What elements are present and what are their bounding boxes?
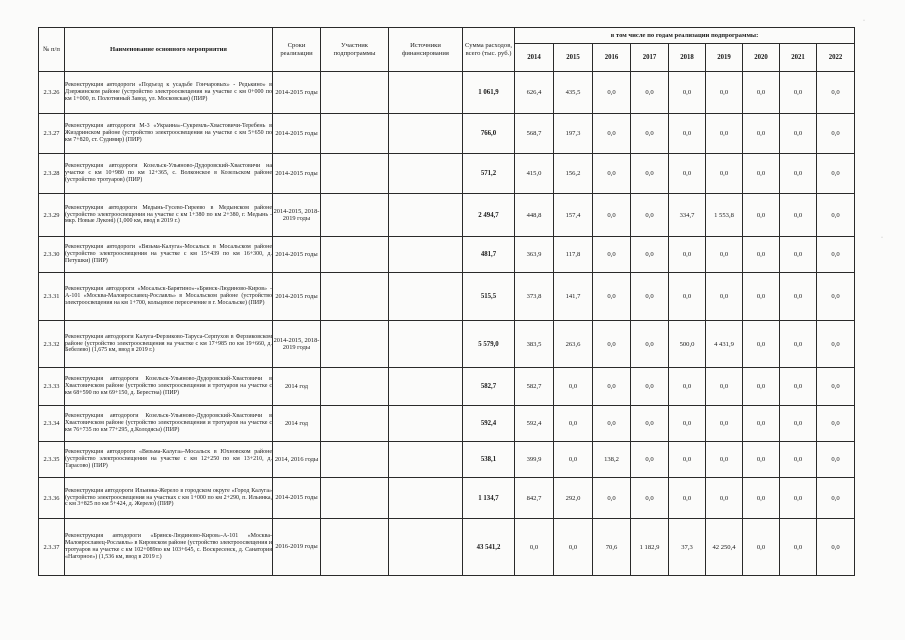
row-participant (321, 114, 389, 154)
header-year-2020: 2020 (743, 44, 780, 72)
row-number: 2.3.32 (39, 321, 65, 368)
row-value-2022: 0,0 (817, 72, 855, 114)
scan-mark: · (881, 235, 883, 241)
row-number: 2.3.30 (39, 237, 65, 273)
row-value-2021: 0,0 (780, 406, 817, 442)
row-period: 2014-2015 годы (273, 273, 321, 321)
row-value-2014: 0,0 (515, 519, 554, 576)
row-value-2020: 0,0 (743, 368, 780, 406)
row-value-2019: 0,0 (706, 368, 743, 406)
row-value-2016: 0,0 (593, 273, 631, 321)
row-participant (321, 406, 389, 442)
row-total: 2 494,7 (463, 194, 515, 237)
row-participant (321, 321, 389, 368)
row-value-2014: 592,4 (515, 406, 554, 442)
row-value-2018: 500,0 (669, 321, 706, 368)
row-total: 481,7 (463, 237, 515, 273)
row-value-2020: 0,0 (743, 237, 780, 273)
row-value-2018: 0,0 (669, 237, 706, 273)
header-total: Сумма расходов, всего (тыс. руб.) (463, 28, 515, 72)
row-value-2016: 0,0 (593, 114, 631, 154)
row-description: Реконструкция автодороги «Вязьма-Калуга»-Мосальск в Юхновском районе (устройство электроосвещения на участке с км 12+250 по км 13+210, д. Тарасово) (ПИР) (65, 442, 273, 478)
row-value-2020: 0,0 (743, 321, 780, 368)
row-total: 43 541,2 (463, 519, 515, 576)
row-total: 5 579,0 (463, 321, 515, 368)
table-row (39, 442, 855, 478)
row-value-2021: 0,0 (780, 368, 817, 406)
row-description: Реконструкция автодороги Козельск-Ульяново-Дудоровский-Хвастовичи на участке с км 10+980 по км 12+365, с. Волконское в Козельском районе (устройство тротуаров) (ПИР) (65, 154, 273, 194)
row-value-2016: 0,0 (593, 406, 631, 442)
row-value-2014: 842,7 (515, 478, 554, 519)
table-row (39, 114, 855, 154)
row-value-2018: 0,0 (669, 406, 706, 442)
row-value-2015: 0,0 (554, 368, 593, 406)
row-value-2015: 263,6 (554, 321, 593, 368)
table-row (39, 72, 855, 114)
row-participant (321, 154, 389, 194)
row-value-2022: 0,0 (817, 194, 855, 237)
row-participant (321, 194, 389, 237)
row-value-2014: 568,7 (515, 114, 554, 154)
row-value-2018: 0,0 (669, 114, 706, 154)
row-value-2019: 0,0 (706, 406, 743, 442)
row-period: 2014-2015, 2018-2019 годы (273, 321, 321, 368)
row-value-2018: 0,0 (669, 72, 706, 114)
row-value-2018: 0,0 (669, 154, 706, 194)
row-number: 2.3.31 (39, 273, 65, 321)
header-period: Сроки реализации (273, 28, 321, 72)
row-value-2017: 0,0 (631, 368, 669, 406)
row-period: 2016-2019 годы (273, 519, 321, 576)
row-value-2020: 0,0 (743, 154, 780, 194)
table-row (39, 154, 855, 194)
row-value-2019: 0,0 (706, 442, 743, 478)
row-value-2020: 0,0 (743, 442, 780, 478)
row-sources (389, 519, 463, 576)
row-description: Реконструкция автодороги М-3 «Украина»-Сукремль-Хвастовичи-Теребень в Жиздринском районе (устройство электроосвещения на участке с км 5+650 по км 7+820, ст. Судимир) (ПИР) (65, 114, 273, 154)
scan-mark: · (863, 18, 865, 24)
table-row (39, 406, 855, 442)
row-period: 2014-2015 годы (273, 154, 321, 194)
row-value-2017: 0,0 (631, 406, 669, 442)
row-description: Реконструкция автодороги Козельск-Ульяново-Дудоровский-Хвастовичи в Хвастовичском районе (устройство электроосвещения и тротуаров на участке с км 76+735 по км 77+295, д.Колодясы) (ПИР) (65, 406, 273, 442)
row-description: Реконструкция автодороги Козельск-Ульяново-Дудоровский-Хвастовичи в Хвастовичском районе (устройство электроосвещения и тротуаров на участке с км 68+590 по км 69+150, д. Берестна) (ПИР) (65, 368, 273, 406)
row-sources (389, 368, 463, 406)
header-year-2017: 2017 (631, 44, 669, 72)
row-value-2022: 0,0 (817, 154, 855, 194)
header-name: Наименование основного мероприятия (65, 28, 273, 72)
table-row (39, 321, 855, 368)
row-value-2022: 0,0 (817, 237, 855, 273)
row-value-2015: 0,0 (554, 406, 593, 442)
row-number: 2.3.29 (39, 194, 65, 237)
row-value-2021: 0,0 (780, 114, 817, 154)
row-value-2015: 0,0 (554, 519, 593, 576)
row-value-2015: 435,5 (554, 72, 593, 114)
header-num: № п/п (39, 28, 65, 72)
row-sources (389, 194, 463, 237)
row-value-2016: 0,0 (593, 154, 631, 194)
row-description: Реконструкция автодороги Медынь-Гусево-Гиреево в Медынском районе (устройство электроосвещения на участке с км 1+380 по км 2+380, г. Медынь - мкр. Новые Луконі) (1,000 км, ввод в 2019 г.) (65, 194, 273, 237)
table-row (39, 273, 855, 321)
row-value-2022: 0,0 (817, 442, 855, 478)
header-year-2021: 2021 (780, 44, 817, 72)
row-value-2021: 0,0 (780, 442, 817, 478)
row-total: 515,5 (463, 273, 515, 321)
row-value-2021: 0,0 (780, 321, 817, 368)
row-number: 2.3.37 (39, 519, 65, 576)
row-value-2016: 138,2 (593, 442, 631, 478)
row-value-2014: 399,9 (515, 442, 554, 478)
row-period: 2014 год (273, 406, 321, 442)
row-value-2017: 0,0 (631, 321, 669, 368)
row-value-2019: 42 250,4 (706, 519, 743, 576)
row-value-2017: 0,0 (631, 273, 669, 321)
row-sources (389, 321, 463, 368)
row-value-2018: 334,7 (669, 194, 706, 237)
row-sources (389, 478, 463, 519)
row-description: Реконструкция автодороги Ильинка-Жерело в городском округе «Город Калуга» (устройство электроосвещения на участках с км 1+000 по км 2+290, п. Ильинка, с км 3+825 по км 5+424, д. Жерело) (ПИР) (65, 478, 273, 519)
table-row (39, 194, 855, 237)
row-participant (321, 519, 389, 576)
row-period: 2014-2015 годы (273, 114, 321, 154)
row-value-2014: 582,7 (515, 368, 554, 406)
row-number: 2.3.27 (39, 114, 65, 154)
row-description: Реконструкция автодороги «Брянск-Людиново-Киров»-А-101 «Москва-Малоярославец-Рославль» в Кировском районе (устройство электроосвещения и тротуаров на участке с км 102+089по км 103+645, с. Воскресенск, д. Санатория «Нагорное») (1,536 км, ввод в 2019 г.) (65, 519, 273, 576)
row-period: 2014-2015 годы (273, 237, 321, 273)
row-value-2017: 0,0 (631, 72, 669, 114)
row-sources (389, 72, 463, 114)
row-period: 2014-2015, 2018-2019 годы (273, 194, 321, 237)
header-year-2016: 2016 (593, 44, 631, 72)
row-number: 2.3.26 (39, 72, 65, 114)
row-value-2020: 0,0 (743, 114, 780, 154)
header-year-2019: 2019 (706, 44, 743, 72)
row-period: 2014-2015 годы (273, 72, 321, 114)
row-value-2021: 0,0 (780, 194, 817, 237)
row-value-2020: 0,0 (743, 194, 780, 237)
row-value-2021: 0,0 (780, 519, 817, 576)
row-value-2019: 0,0 (706, 72, 743, 114)
row-value-2018: 37,3 (669, 519, 706, 576)
row-value-2019: 0,0 (706, 114, 743, 154)
row-value-2022: 0,0 (817, 273, 855, 321)
row-description: Реконструкция автодороги Калуга-Ферзиково-Таруса-Серпухов в Ферзиковском районе (устройство электроосвещения на участке с км 17+985 по км 19+660, д. Бебелево) (1,675 км, ввод в 2019 г.) (65, 321, 273, 368)
row-number: 2.3.28 (39, 154, 65, 194)
row-period: 2014-2015 годы (273, 478, 321, 519)
row-value-2015: 141,7 (554, 273, 593, 321)
row-description: Реконструкция автодороги «Подъезд к усадьбе Гончаровых» - Редькино» в Дзержинском районе (устройство электроосвещения на участке с км 0+000 по км 1+000, п. Полотняный Завод, ул. Московская) (ПИР) (65, 72, 273, 114)
header-by-years: в том числе по годам реализации подпрограммы: (515, 28, 855, 44)
row-value-2014: 626,4 (515, 72, 554, 114)
row-sources (389, 237, 463, 273)
row-total: 1 061,9 (463, 72, 515, 114)
row-total: 766,0 (463, 114, 515, 154)
row-value-2018: 0,0 (669, 368, 706, 406)
row-value-2022: 0,0 (817, 478, 855, 519)
row-sources (389, 406, 463, 442)
row-value-2017: 1 182,9 (631, 519, 669, 576)
row-participant (321, 72, 389, 114)
row-value-2022: 0,0 (817, 368, 855, 406)
row-value-2016: 0,0 (593, 478, 631, 519)
subprogram-table (38, 27, 855, 576)
row-value-2018: 0,0 (669, 273, 706, 321)
row-sources (389, 442, 463, 478)
row-number: 2.3.33 (39, 368, 65, 406)
table-row (39, 478, 855, 519)
table-row (39, 237, 855, 273)
row-total: 1 134,7 (463, 478, 515, 519)
header-sources: Источники финансирования (389, 28, 463, 72)
row-description: Реконструкция автодороги «Вязьма-Калуга»-Мосальск в Мосальском районе (устройство электроосвещения на участке с км 15+439 по км 16+300, д. Петушки) (ПИР) (65, 237, 273, 273)
row-value-2016: 0,0 (593, 368, 631, 406)
row-value-2021: 0,0 (780, 72, 817, 114)
row-value-2016: 0,0 (593, 237, 631, 273)
row-value-2019: 4 431,9 (706, 321, 743, 368)
row-value-2017: 0,0 (631, 478, 669, 519)
row-value-2020: 0,0 (743, 519, 780, 576)
row-description: Реконструкция автодороги «Мосальск-Барятино»-«Брянск-Людиново-Киров» - А-101 «Москва-Малоярославец-Рославль» в Мосальском районе (устройство электроосвещения на км 1+700, кольцевое пересечение в г. Мосальске) (ПИР) (65, 273, 273, 321)
row-value-2018: 0,0 (669, 442, 706, 478)
row-value-2019: 1 553,8 (706, 194, 743, 237)
row-total: 571,2 (463, 154, 515, 194)
row-number: 2.3.34 (39, 406, 65, 442)
row-value-2021: 0,0 (780, 478, 817, 519)
row-value-2021: 0,0 (780, 237, 817, 273)
row-number: 2.3.36 (39, 478, 65, 519)
row-value-2014: 415,0 (515, 154, 554, 194)
row-value-2017: 0,0 (631, 442, 669, 478)
row-value-2020: 0,0 (743, 273, 780, 321)
row-value-2015: 292,0 (554, 478, 593, 519)
row-participant (321, 368, 389, 406)
header-year-2015: 2015 (554, 44, 593, 72)
row-value-2019: 0,0 (706, 237, 743, 273)
row-total: 582,7 (463, 368, 515, 406)
row-sources (389, 154, 463, 194)
row-participant (321, 442, 389, 478)
header-year-2018: 2018 (669, 44, 706, 72)
row-value-2022: 0,0 (817, 519, 855, 576)
row-value-2015: 156,2 (554, 154, 593, 194)
row-value-2019: 0,0 (706, 273, 743, 321)
row-value-2020: 0,0 (743, 406, 780, 442)
row-value-2019: 0,0 (706, 478, 743, 519)
row-value-2020: 0,0 (743, 478, 780, 519)
row-value-2015: 117,8 (554, 237, 593, 273)
row-value-2015: 0,0 (554, 442, 593, 478)
row-value-2017: 0,0 (631, 237, 669, 273)
row-total: 538,1 (463, 442, 515, 478)
row-period: 2014 год (273, 368, 321, 406)
row-value-2016: 0,0 (593, 194, 631, 237)
row-value-2022: 0,0 (817, 114, 855, 154)
row-participant (321, 478, 389, 519)
row-value-2018: 0,0 (669, 478, 706, 519)
row-value-2021: 0,0 (780, 273, 817, 321)
table-body (39, 72, 855, 576)
row-total: 592,4 (463, 406, 515, 442)
row-value-2014: 373,8 (515, 273, 554, 321)
header-participant: Участник подпрограммы (321, 28, 389, 72)
row-value-2016: 0,0 (593, 321, 631, 368)
table-row (39, 519, 855, 576)
row-value-2017: 0,0 (631, 114, 669, 154)
row-number: 2.3.35 (39, 442, 65, 478)
row-participant (321, 273, 389, 321)
table-row (39, 368, 855, 406)
row-value-2015: 157,4 (554, 194, 593, 237)
row-value-2019: 0,0 (706, 154, 743, 194)
table-header (39, 28, 855, 72)
row-value-2017: 0,0 (631, 194, 669, 237)
row-value-2021: 0,0 (780, 154, 817, 194)
row-value-2015: 197,3 (554, 114, 593, 154)
row-value-2016: 70,6 (593, 519, 631, 576)
row-value-2014: 363,9 (515, 237, 554, 273)
row-value-2014: 383,5 (515, 321, 554, 368)
row-value-2017: 0,0 (631, 154, 669, 194)
row-sources (389, 114, 463, 154)
row-value-2022: 0,0 (817, 321, 855, 368)
row-value-2016: 0,0 (593, 72, 631, 114)
row-period: 2014, 2016 годы (273, 442, 321, 478)
header-year-2014: 2014 (515, 44, 554, 72)
row-participant (321, 237, 389, 273)
header-year-2022: 2022 (817, 44, 855, 72)
row-value-2022: 0,0 (817, 406, 855, 442)
row-sources (389, 273, 463, 321)
row-value-2020: 0,0 (743, 72, 780, 114)
row-value-2014: 448,8 (515, 194, 554, 237)
